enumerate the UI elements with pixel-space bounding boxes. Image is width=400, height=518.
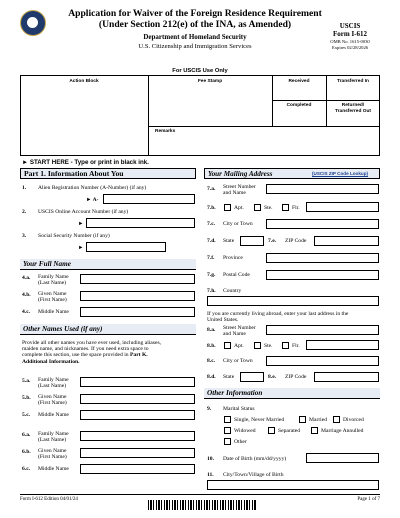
other-given-name-field[interactable]: [80, 394, 195, 404]
street-field[interactable]: [266, 184, 379, 194]
q5b-number: 5.b.: [22, 395, 31, 401]
title-line-2: (Under Section 212(e) of the INA, as Amended): [98, 19, 292, 30]
street-text: Street Number: [223, 325, 256, 331]
street-sub: and Name: [223, 331, 246, 338]
footer-divider: [20, 494, 380, 495]
q6a-number: 6.a.: [22, 432, 31, 438]
divider: [148, 126, 380, 127]
other-checkbox[interactable]: [224, 438, 231, 445]
footer-edition: Form I-612 Edition 04/01/24: [20, 497, 78, 502]
omb-number: OMB No. 1615-0030: [330, 39, 370, 44]
family-name-text: Family Name: [38, 274, 69, 280]
country-label: Country: [223, 288, 242, 294]
flr-checkbox[interactable]: [282, 204, 289, 211]
given-name-label: [38, 291, 67, 303]
q4b-number: 4.b.: [22, 292, 31, 298]
q7c-number: 7.c.: [207, 221, 216, 227]
abroad-line-2: United States.: [207, 317, 239, 324]
us-zip-field[interactable]: [314, 372, 379, 382]
mailing-address-title: Your Mailing Address: [208, 170, 273, 178]
middle-name-label: Middle Name: [38, 309, 69, 315]
annulled-checkbox[interactable]: [311, 427, 318, 434]
apt-label: Apt.: [234, 205, 244, 211]
birthplace-label: City/Town/Village of Birth: [223, 472, 284, 478]
given-name-text: Given Name: [38, 448, 67, 454]
q6b-number: 6.b.: [22, 449, 31, 455]
divorced-label: Divorced: [343, 417, 364, 423]
transferred-out-text: Transferred Out: [335, 108, 371, 114]
flr-label: Flr.: [292, 343, 300, 349]
q1-label: Alien Registration Number (A-Number) (if any): [38, 185, 147, 191]
us-unit-number-field[interactable]: [306, 340, 379, 350]
agency-name: U.S. Citizenship and Immigration Services: [138, 43, 252, 50]
other-family-name-field[interactable]: [80, 377, 195, 387]
q8a-number: 8.a.: [207, 327, 216, 333]
middle-name-label: Middle Name: [38, 412, 69, 418]
q7b-number: 7.b.: [207, 205, 216, 211]
divider: [148, 76, 149, 156]
us-street-field[interactable]: [266, 325, 379, 335]
intro-line-1: Provide all other names you have ever used, including aliases,: [22, 340, 162, 346]
q7g-number: 7.g.: [207, 272, 216, 278]
q4c-number: 4.c.: [22, 309, 31, 315]
q8d-number: 8.d.: [207, 374, 216, 380]
agency-short: USCIS: [339, 22, 361, 30]
completed-label: Completed: [286, 103, 312, 108]
given-name-text: Given Name: [38, 394, 67, 400]
a-number-prefix: ► A-: [86, 197, 99, 203]
street-label: [223, 184, 256, 196]
title-line-1: Application for Waiver of the Foreign Residence Requirement: [68, 8, 322, 19]
us-apt-checkbox[interactable]: [224, 342, 231, 349]
intro-line-3: complete this section, use the space provided in: [22, 352, 129, 359]
family-name-text: Family Name: [38, 431, 69, 437]
other-family-name-field-2[interactable]: [80, 431, 195, 441]
us-city-field[interactable]: [266, 356, 379, 366]
postal-field[interactable]: [266, 270, 379, 280]
intro-line-4: Additional Information.: [22, 358, 80, 365]
apt-checkbox[interactable]: [224, 204, 231, 211]
ste-label: Ste.: [264, 343, 273, 349]
city-field[interactable]: [266, 219, 379, 229]
us-state-field[interactable]: [240, 372, 264, 382]
q7e-number: 7.e.: [268, 238, 277, 244]
zip-code-lookup-link[interactable]: (USCIS ZIP Code Lookup): [312, 171, 369, 176]
fee-stamp-label: Fee Stamp: [197, 79, 223, 84]
q3-number: 3.: [22, 233, 27, 239]
abroad-instructions: [207, 311, 379, 323]
separated-checkbox[interactable]: [268, 427, 275, 434]
q11-number: 11.: [207, 472, 214, 478]
given-name-sub: (First Name): [38, 454, 67, 461]
q7h-number: 7.h.: [207, 288, 216, 294]
returned-label: [326, 103, 380, 114]
form-number: Form I-612: [332, 30, 368, 38]
received-label: Received: [288, 79, 310, 84]
single-label: Single, Never Married: [234, 417, 285, 423]
q8c-number: 8.c.: [207, 358, 216, 364]
other-names-instructions: [22, 340, 196, 365]
province-label: Province: [223, 255, 243, 261]
arrow-icon: ►: [78, 221, 84, 227]
zip-field[interactable]: [314, 236, 379, 246]
expiration-date: Expires 02/28/2026: [331, 44, 369, 50]
intro-line-2: maiden name, and nicknames. If you need extra space to: [22, 346, 149, 353]
given-name-label: [38, 394, 67, 406]
family-name-sub: (Last Name): [38, 383, 67, 390]
zip-label: ZIP Code: [285, 374, 307, 380]
q7f-number: 7.f.: [207, 255, 215, 261]
widowed-label: Widowed: [234, 428, 256, 434]
unit-number-field[interactable]: [306, 202, 379, 212]
department-name: Department of Homeland Security: [143, 33, 247, 41]
part1-header: Part 1. Information About You: [20, 168, 196, 179]
family-name-sub: (Last Name): [38, 437, 67, 444]
family-name-label: [38, 377, 69, 389]
q8e-number: 8.e.: [268, 374, 277, 380]
q5c-number: 5.c.: [22, 412, 31, 418]
barcode-icon: [148, 500, 256, 510]
q2-number: 2.: [22, 209, 27, 215]
apt-label: Apt.: [234, 343, 244, 349]
us-flr-checkbox[interactable]: [282, 342, 289, 349]
widowed-checkbox[interactable]: [224, 427, 231, 434]
state-label: State: [223, 374, 235, 380]
given-name-sub: (First Name): [38, 297, 67, 304]
action-block-label: Action Block: [69, 79, 99, 84]
middle-name-field[interactable]: [80, 307, 195, 317]
q6c-number: 6.c.: [22, 466, 31, 472]
remarks-label: Remarks: [155, 129, 176, 134]
ste-label: Ste.: [264, 205, 273, 211]
married-label: Married: [309, 417, 328, 423]
q4a-number: 4.a.: [22, 275, 31, 281]
marital-status-label: Marital Status: [223, 406, 255, 412]
zip-label: ZIP Code: [285, 238, 307, 244]
us-ste-checkbox[interactable]: [254, 342, 261, 349]
birthplace-field[interactable]: [207, 480, 379, 490]
given-name-field[interactable]: [80, 291, 195, 301]
separated-label: Separated: [278, 428, 301, 434]
family-name-field[interactable]: [80, 274, 195, 284]
q9-number: 9.: [207, 406, 212, 412]
q10-number: 10.: [207, 456, 214, 462]
q1-number: 1.: [22, 185, 27, 191]
street-sub: and Name: [223, 190, 246, 197]
q2-label: USCIS Online Account Number (if any): [38, 209, 129, 215]
street-label: [223, 325, 256, 337]
other-label: Other: [234, 439, 247, 445]
married-checkbox[interactable]: [299, 416, 306, 423]
given-name-label: [38, 448, 67, 460]
abroad-line-1: If you are currently living abroad, enter your last address in the: [207, 311, 349, 317]
city-label: City or Town: [223, 358, 253, 364]
other-info-header: Other Information: [204, 388, 380, 399]
state-field[interactable]: [240, 236, 264, 246]
postal-label: Postal Code: [223, 272, 250, 278]
uscis-box-title: For USCIS Use Only: [20, 66, 380, 76]
other-middle-name-field[interactable]: [80, 410, 195, 420]
q5a-number: 5.a.: [22, 378, 31, 384]
a-number-field[interactable]: [103, 194, 195, 204]
other-middle-name-field-2[interactable]: [80, 464, 195, 474]
omb-info: [320, 39, 380, 50]
family-name-sub: (Last Name): [38, 280, 67, 287]
dhs-seal-icon: [20, 10, 46, 36]
q7d-number: 7.d.: [207, 238, 216, 244]
family-name-label: [38, 274, 69, 286]
returned-text: Returned/: [341, 103, 365, 108]
middle-name-label: Middle Name: [38, 466, 69, 472]
other-names-header: Other Names Used (if any): [20, 324, 196, 335]
province-field[interactable]: [266, 253, 379, 263]
other-given-name-field-2[interactable]: [80, 448, 195, 458]
street-text: Street Number: [223, 184, 256, 190]
family-name-label: [38, 431, 69, 443]
intro-part-ref: Part K.: [129, 352, 148, 359]
city-label: City or Town: [223, 221, 253, 227]
ste-checkbox[interactable]: [254, 204, 261, 211]
transferred-in-label: Transferred In: [337, 79, 369, 84]
form-id: [320, 22, 380, 38]
state-label: State: [223, 238, 235, 244]
country-field[interactable]: [207, 296, 379, 306]
annulled-label: Marriage Annulled: [321, 428, 364, 434]
q3-label: Social Security Number (if any): [38, 233, 110, 239]
form-title: [60, 8, 330, 30]
single-checkbox[interactable]: [224, 416, 231, 423]
dob-field[interactable]: [306, 453, 379, 463]
q7a-number: 7.a.: [207, 186, 216, 192]
arrow-icon: ►: [78, 245, 84, 251]
given-name-text: Given Name: [38, 291, 67, 297]
q8b-number: 8.b.: [207, 343, 216, 349]
family-name-text: Family Name: [38, 377, 69, 383]
full-name-header: Your Full Name: [20, 259, 196, 270]
given-name-sub: (First Name): [38, 400, 67, 407]
ssn-field[interactable]: [86, 242, 166, 252]
divorced-checkbox[interactable]: [333, 416, 340, 423]
dob-label: Date of Birth (mm/dd/yyyy): [223, 456, 287, 462]
footer-page: Page 1 of 7: [357, 497, 380, 502]
flr-label: Flr.: [292, 205, 300, 211]
start-here-instruction: ► START HERE - Type or print in black ink.: [22, 159, 149, 166]
uscis-account-field[interactable]: [86, 218, 195, 228]
divider: [272, 100, 380, 101]
